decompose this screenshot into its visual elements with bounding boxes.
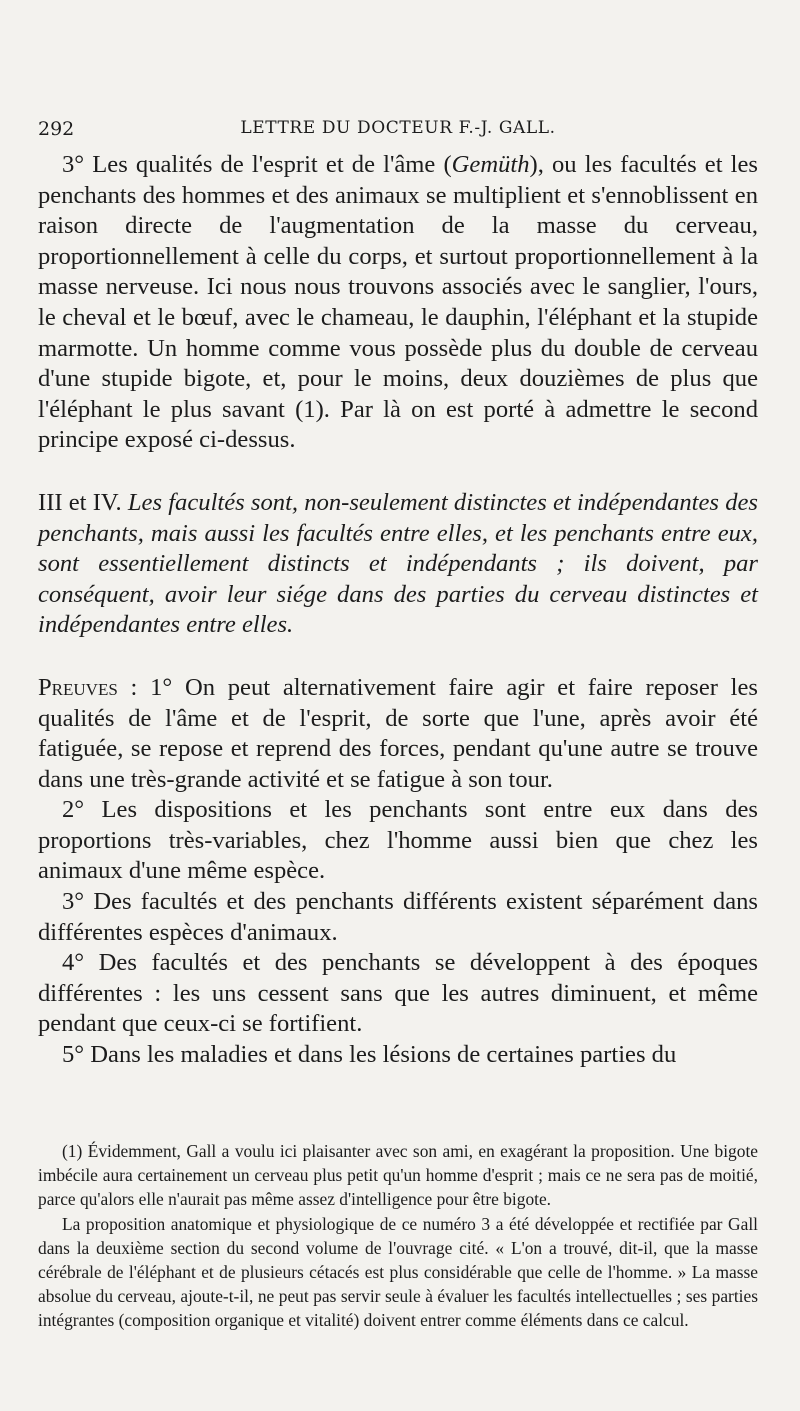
- thesis-lead: III et IV.: [38, 488, 128, 516]
- page-header: [38, 118, 758, 144]
- proof-1: Preuves : 1° On peut alternativement faire agir et faire reposer les qualités de l'âme et de l'esprit, de sorte que l'une, après avoir été fatiguée, se repose et reprend des forces, pendant qu'une autre se trouve dans une très-grande activité et se fatigue à son tour.: [38, 673, 758, 793]
- thesis-statement: Les facultés sont, non-seulement distinctes et indépendantes des penchants, mais aussi les facultés entre elles, et les penchants entre eux, sont essentiellement distincts et indépendants ; ils doivent, par conséquent, avoir leur siége dans des parties du cerveau distinctes et indépendantes entre elles.: [38, 488, 758, 639]
- thesis-iii-iv: [38, 488, 758, 641]
- proof-4: 4° Des facultés et des penchants se développent à des époques différentes : les uns cessent sans que les autres diminuent, et même pendant que ceux-ci se fortifient.: [38, 949, 758, 1038]
- footnotes: [38, 1139, 758, 1333]
- preuves-label: Preuves: [38, 673, 118, 701]
- gemuth-term: Gemüth: [451, 151, 530, 178]
- page-number: 292: [38, 118, 75, 140]
- footnote-1: (1) Évidemment, Gall a voulu ici plaisanter avec son ami, en exagérant la proposition. Une bigote imbécile aura certainement un cerveau plus petit qu'un homme d'esprit ; mais ce ne sera pas de moitié, parce qu'alors elle n'aurait pas même assez d'intelligence pour être bigote.: [38, 1141, 758, 1210]
- footnote-2: La proposition anatomique et physiologique de ce numéro 3 a été développée et rectifiée par Gall dans la deuxième section du second volume de l'ouvrage cité. « L'on a trouvé, dit-il, que la masse cérébrale de l'éléphant et de plusieurs cétacés est plus considérable que celle de l'homme. » La masse absolue du cerveau, ajoute-t-il, ne peut pas servir seule à évaluer les facultés intellectuelles ; ses parties intégrantes (composition organique et vitalité) doivent entrer comme éléments dans ce calcul.: [38, 1213, 758, 1331]
- proof-5: 5° Dans les maladies et dans les lésions de certaines parties du: [62, 1041, 677, 1069]
- main-text: [38, 150, 758, 1071]
- paragraph-3: 3° Les qualités de l'esprit et de l'âme (Gemüth), ou les facultés et les penchants des hommes et des animaux se multiplient et s'ennoblissent en raison directe de l'augmentation de la masse du cerveau, proportionnellement à celle du corps, et surtout proportionnellement à la masse nerveuse. Ici nous nous trouvons associés avec le sanglier, l'ours, le cheval et le bœuf, avec le chameau, le dauphin, l'éléphant et la stupide marmotte. Un homme comme vous possède plus du double de cerveau d'une stupide bigote, et, pour le moins, deux douzièmes de plus que l'éléphant le plus savant (1). Par là on est porté à admettre le second principe exposé ci-dessus.: [38, 151, 758, 454]
- proof-2: 2° Les dispositions et les penchants sont entre eux dans des proportions très-variables, chez l'homme aussi bien que chez les animaux d'une même espèce.: [38, 796, 758, 885]
- proof-3: 3° Des facultés et des penchants différents existent séparément dans différentes espèces d'animaux.: [38, 888, 758, 946]
- running-title: LETTRE DU DOCTEUR F.-J. GALL.: [240, 118, 556, 138]
